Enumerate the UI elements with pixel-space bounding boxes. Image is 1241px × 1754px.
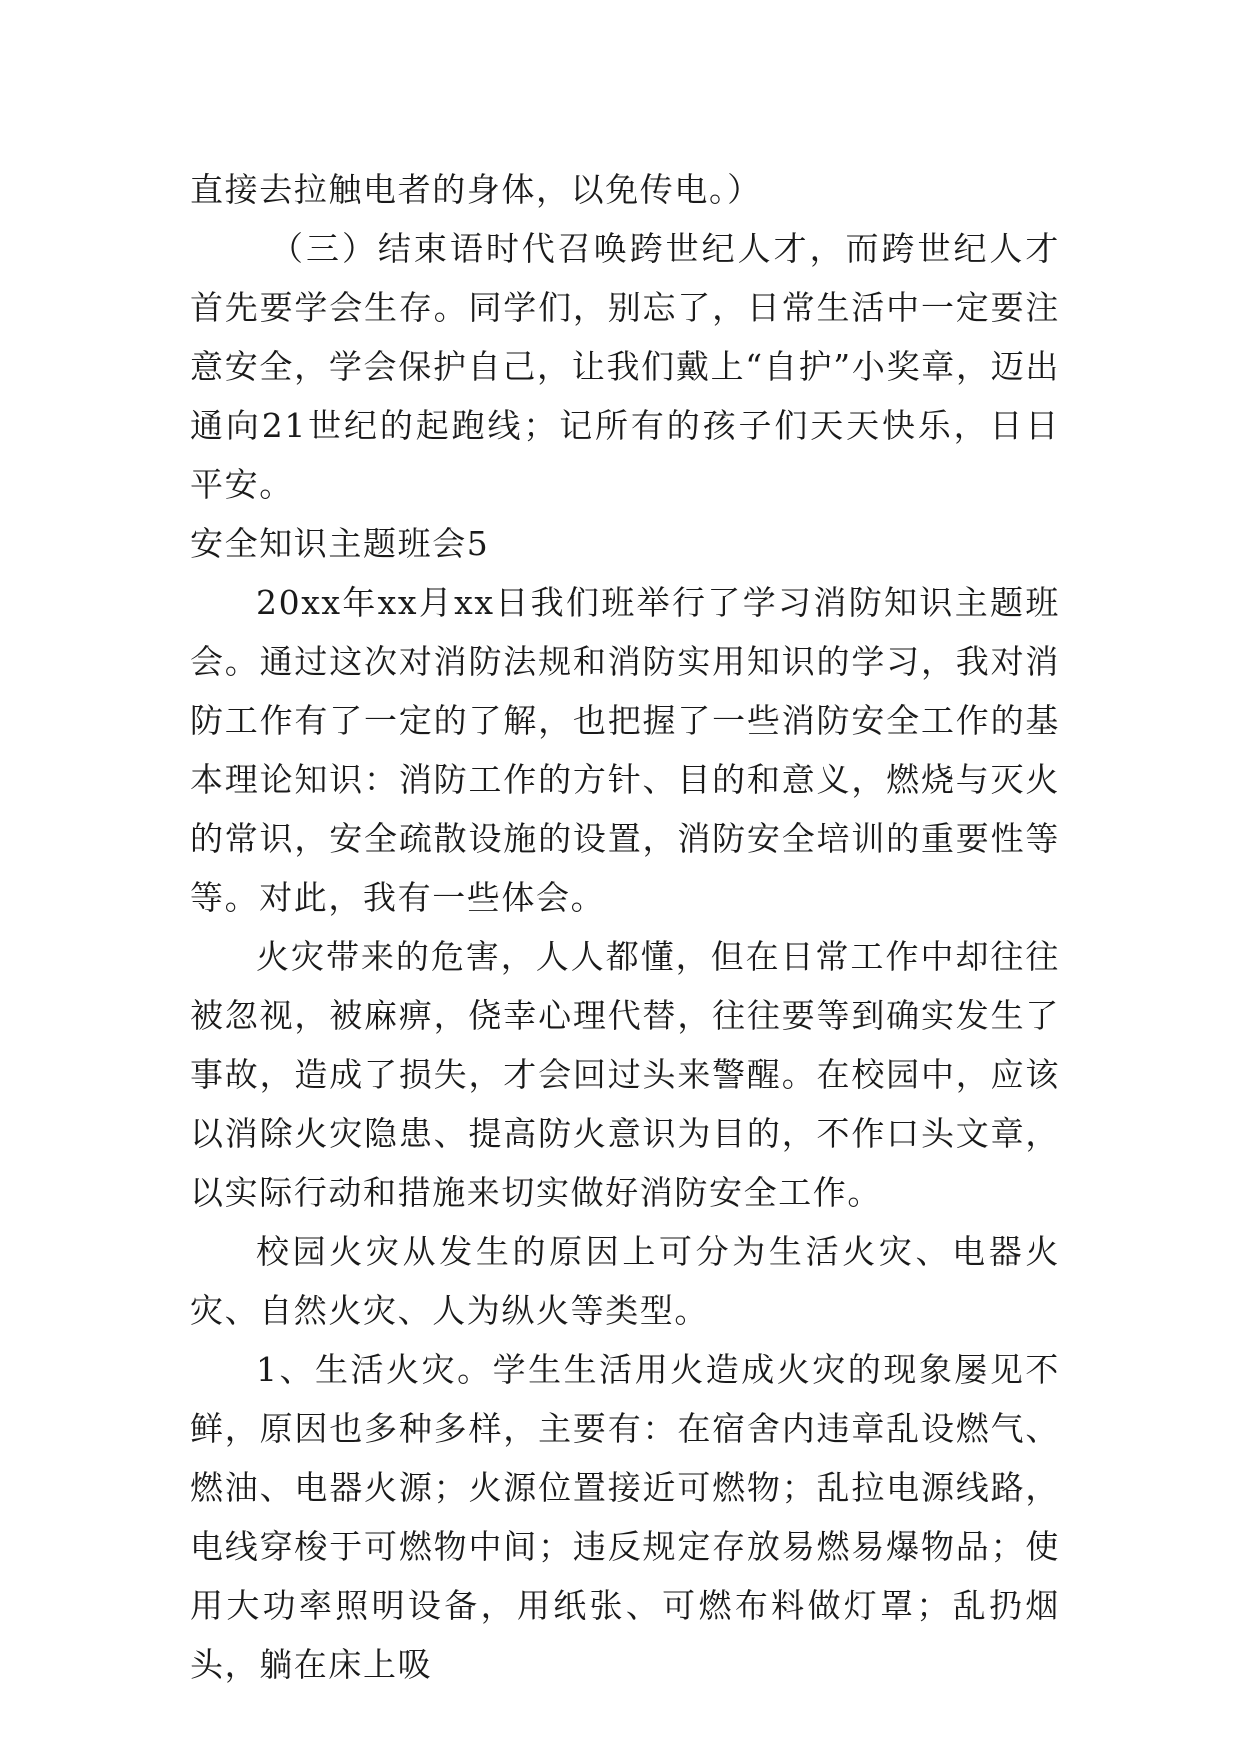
document-body xyxy=(190,160,1060,1694)
paragraph-closing-remarks: （三）结束语时代召唤跨世纪人才，而跨世纪人才首先要学会生存。同学们，别忘了，日常生活中一定要注意安全，学会保护自己，让我们戴上“自护”小奖章，迈出通向21世纪的起跑线；记所有的孩子们天天快乐，日日平安。 xyxy=(190,229,1060,504)
paragraph-living-fire: 1、生活火灾。学生生活用火造成火灾的现象屡见不鲜，原因也多种多样，主要有：在宿舍内违章乱设燃气、燃油、电器火源；火源位置接近可燃物；乱拉电源线路，电线穿梭于可燃物中间；违反规定存放易燃易爆物品；使用大功率照明设备，用纸张、可燃布料做灯罩；乱扔烟头，躺在床上吸 xyxy=(190,1350,1060,1684)
paragraph-intro: 20xx年xx月xx日我们班举行了学习消防知识主题班会。通过这次对消防法规和消防实用知识的学习，我对消防工作有了一定的了解，也把握了一些消防安全工作的基本理论知识：消防工作的方针、目的和意义，燃烧与灭火的常识，安全疏散设施的设置，消防安全培训的重要性等等。对此，我有一些体会。 xyxy=(190,583,1060,917)
section-heading: 安全知识主题班会5 xyxy=(190,524,490,563)
paragraph-fire-hazard: 火灾带来的危害，人人都懂，但在日常工作中却往往被忽视，被麻痹，侥幸心理代替，往往要等到确实发生了事故，造成了损失，才会回过头来警醒。在校园中，应该以消除火灾隐患、提高防火意识为目的，不作口头文章，以实际行动和措施来切实做好消防安全工作。 xyxy=(190,937,1060,1212)
paragraph-continuation: 直接去拉触电者的身体，以免传电。） xyxy=(190,170,762,209)
paragraph-fire-types: 校园火灾从发生的原因上可分为生活火灾、电器火灾、自然火灾、人为纵火等类型。 xyxy=(190,1232,1060,1330)
